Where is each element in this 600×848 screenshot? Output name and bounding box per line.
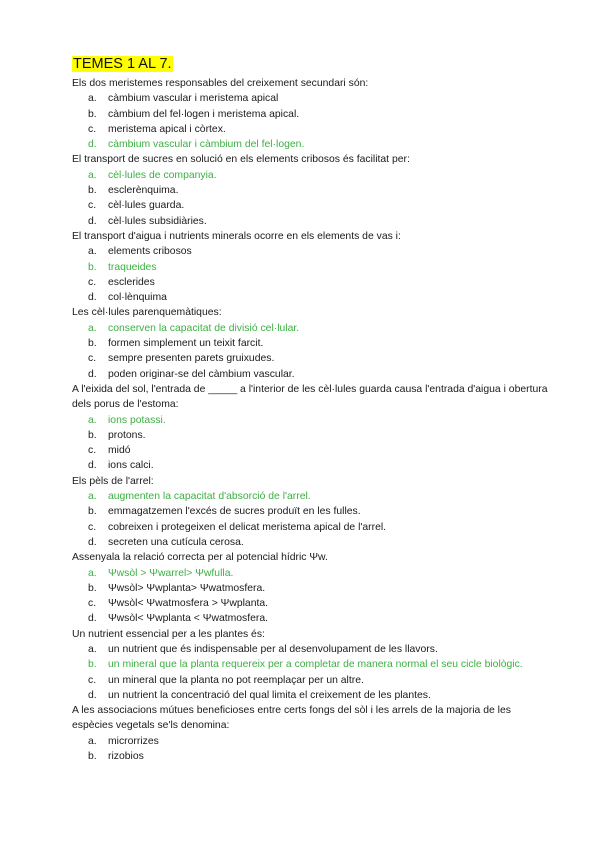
option-item	[72, 91, 552, 106]
option-item	[72, 458, 552, 473]
option-text: un mineral que la planta no pot reemplaçar per un altre.	[108, 674, 364, 686]
option-letter: b.	[88, 429, 97, 441]
option-letter: d.	[88, 536, 97, 548]
option-text: poden originar-se del càmbium vascular.	[108, 368, 295, 380]
option-letter: b.	[88, 582, 97, 594]
option-text: microrrizes	[108, 735, 159, 747]
option-letter: b.	[88, 261, 97, 273]
question-block	[72, 382, 552, 474]
option-letter: a.	[88, 567, 97, 579]
option-item-correct	[72, 321, 552, 336]
option-letter: a.	[88, 735, 97, 747]
option-list	[72, 566, 552, 627]
option-item	[72, 107, 552, 122]
question-text: A l'eixida del sol, l'entrada de _____ a l'interior de les cèl·lules guarda causa l'entrada d'aigua i obertura dels porus de l'estoma:	[72, 383, 548, 411]
option-item	[72, 688, 552, 703]
question-text: Un nutrient essencial per a les plantes és:	[72, 628, 265, 640]
option-text: càmbium del fel·logen i meristema apical.	[108, 108, 300, 120]
option-item	[72, 367, 552, 382]
question-block	[72, 152, 552, 228]
option-text: esclerides	[108, 276, 155, 288]
option-list	[72, 168, 552, 229]
option-item	[72, 428, 552, 443]
option-text: protons.	[108, 429, 146, 441]
option-item	[72, 290, 552, 305]
option-item-correct	[72, 413, 552, 428]
option-list	[72, 642, 552, 703]
question-list	[72, 76, 552, 764]
question-text: Els dos meristemes responsables del creixement secundari són:	[72, 78, 369, 89]
option-text: midó	[108, 445, 131, 457]
option-letter: a.	[88, 169, 97, 181]
option-text: col·lènquima	[108, 292, 167, 304]
option-text: càmbium vascular i càmbium del fel·logen.	[108, 139, 305, 151]
question-block	[72, 229, 552, 305]
question-block	[72, 703, 552, 764]
option-text: esclerènquima.	[108, 185, 179, 197]
option-letter: b.	[88, 506, 97, 518]
option-letter: b.	[88, 659, 97, 671]
option-letter: b.	[88, 108, 97, 120]
option-letter: c.	[88, 445, 97, 457]
option-item-correct	[72, 489, 552, 504]
option-text: un nutrient que és indispensable per al desenvolupament de les llavors.	[108, 643, 438, 655]
question-text: Els pèls de l'arrel:	[72, 475, 154, 487]
option-item	[72, 275, 552, 290]
option-list	[72, 413, 552, 474]
option-text: cobreixen i protegeixen el delicat meristema apical de l'arrel.	[108, 521, 387, 533]
option-letter: d.	[88, 689, 97, 701]
page-title: TEMES 1 AL 7.	[73, 56, 172, 72]
question-text: El transport d'aigua i nutrients minerals ocorre en els elements de vas i:	[72, 230, 401, 242]
option-letter: b.	[88, 751, 97, 763]
option-letter: d.	[88, 292, 97, 304]
option-text: cèl·lules subsidiàries.	[108, 215, 207, 227]
option-letter: a.	[88, 491, 97, 503]
question-block	[72, 305, 552, 381]
question-block	[72, 76, 552, 152]
option-list	[72, 244, 552, 305]
option-item	[72, 214, 552, 229]
option-letter: b.	[88, 185, 97, 197]
option-letter: d.	[88, 368, 97, 380]
option-item	[72, 734, 552, 749]
option-item	[72, 351, 552, 366]
option-text: càmbium vascular i meristema apical	[108, 93, 279, 105]
question-text: Les cèl·lules parenquemàtiques:	[72, 307, 222, 319]
option-letter: d.	[88, 460, 97, 472]
option-text: un nutrient la concentració del qual limita el creixement de les plantes.	[108, 689, 431, 701]
option-item	[72, 535, 552, 550]
option-letter: d.	[88, 613, 97, 625]
option-text: Ψwsòl< Ψwatmosfera > Ψwplanta.	[108, 598, 269, 610]
option-list	[72, 489, 552, 550]
option-letter: a.	[88, 414, 97, 426]
option-letter: c.	[88, 276, 97, 288]
option-text: augmenten la capacitat d'absorció de l'arrel.	[108, 491, 311, 503]
option-letter: a.	[88, 643, 97, 655]
option-item	[72, 504, 552, 519]
option-item	[72, 520, 552, 535]
option-item	[72, 749, 552, 764]
option-item-correct	[72, 657, 552, 672]
option-text: elements cribosos	[108, 246, 192, 258]
option-letter: c.	[88, 598, 97, 610]
option-text: conserven la capacitat de divisió cel·lular.	[108, 322, 300, 334]
option-text: ions potassi.	[108, 414, 166, 426]
option-letter: d.	[88, 139, 97, 151]
option-text: Ψwsòl> Ψwplanta> Ψwatmosfera.	[108, 582, 266, 594]
option-list	[72, 321, 552, 382]
option-text: Ψwsòl< Ψwplanta < Ψwatmosfera.	[108, 613, 269, 625]
option-letter: b.	[88, 338, 97, 350]
option-list	[72, 91, 552, 152]
option-letter: c.	[88, 353, 97, 365]
option-item-correct	[72, 168, 552, 183]
option-text: Ψwsòl > Ψwarrel> Ψwfulla.	[108, 567, 234, 579]
option-letter: c.	[88, 674, 97, 686]
option-text: rizobios	[108, 751, 144, 763]
question-block	[72, 550, 552, 626]
option-item	[72, 581, 552, 596]
option-item-correct	[72, 137, 552, 152]
option-item	[72, 198, 552, 213]
question-block	[72, 627, 552, 703]
option-item	[72, 122, 552, 137]
option-item	[72, 611, 552, 626]
option-letter: c.	[88, 200, 97, 212]
option-text: cèl·lules de companyia.	[108, 169, 217, 181]
option-text: sempre presenten parets gruixudes.	[108, 353, 275, 365]
option-letter: d.	[88, 215, 97, 227]
option-letter: c.	[88, 521, 97, 533]
option-list	[72, 734, 552, 765]
option-item	[72, 642, 552, 657]
option-text: cèl·lules guarda.	[108, 200, 185, 212]
option-item	[72, 183, 552, 198]
question-text: Assenyala la relació correcta per al potencial hídric Ψw.	[72, 552, 328, 564]
option-letter: a.	[88, 246, 97, 258]
question-block	[72, 474, 552, 550]
question-text: El transport de sucres en solució en els elements cribosos és facilitat per:	[72, 154, 410, 166]
option-item	[72, 673, 552, 688]
option-item	[72, 336, 552, 351]
document-page	[72, 56, 552, 764]
option-item	[72, 244, 552, 259]
option-text: emmagatzemen l'excés de sucres produït en les fulles.	[108, 506, 361, 518]
option-item	[72, 596, 552, 611]
option-text: secreten una cutícula cerosa.	[108, 536, 244, 548]
option-item-correct	[72, 260, 552, 275]
option-letter: a.	[88, 93, 97, 105]
option-letter: c.	[88, 123, 97, 135]
option-item	[72, 443, 552, 458]
question-text: A les associacions mútues beneficioses entre certs fongs del sòl i les arrels de la majoria de les espècies vegetals se'ls denomina:	[72, 705, 511, 732]
option-letter: a.	[88, 322, 97, 334]
option-text: formen simplement un teixit farcit.	[108, 338, 264, 350]
option-text: meristema apical i còrtex.	[108, 123, 226, 135]
option-text: un mineral que la planta requereix per a completar de manera normal el seu cicle biològic.	[108, 659, 523, 671]
option-item-correct	[72, 566, 552, 581]
option-text: traqueides	[108, 261, 157, 273]
option-text: ions calci.	[108, 460, 154, 472]
